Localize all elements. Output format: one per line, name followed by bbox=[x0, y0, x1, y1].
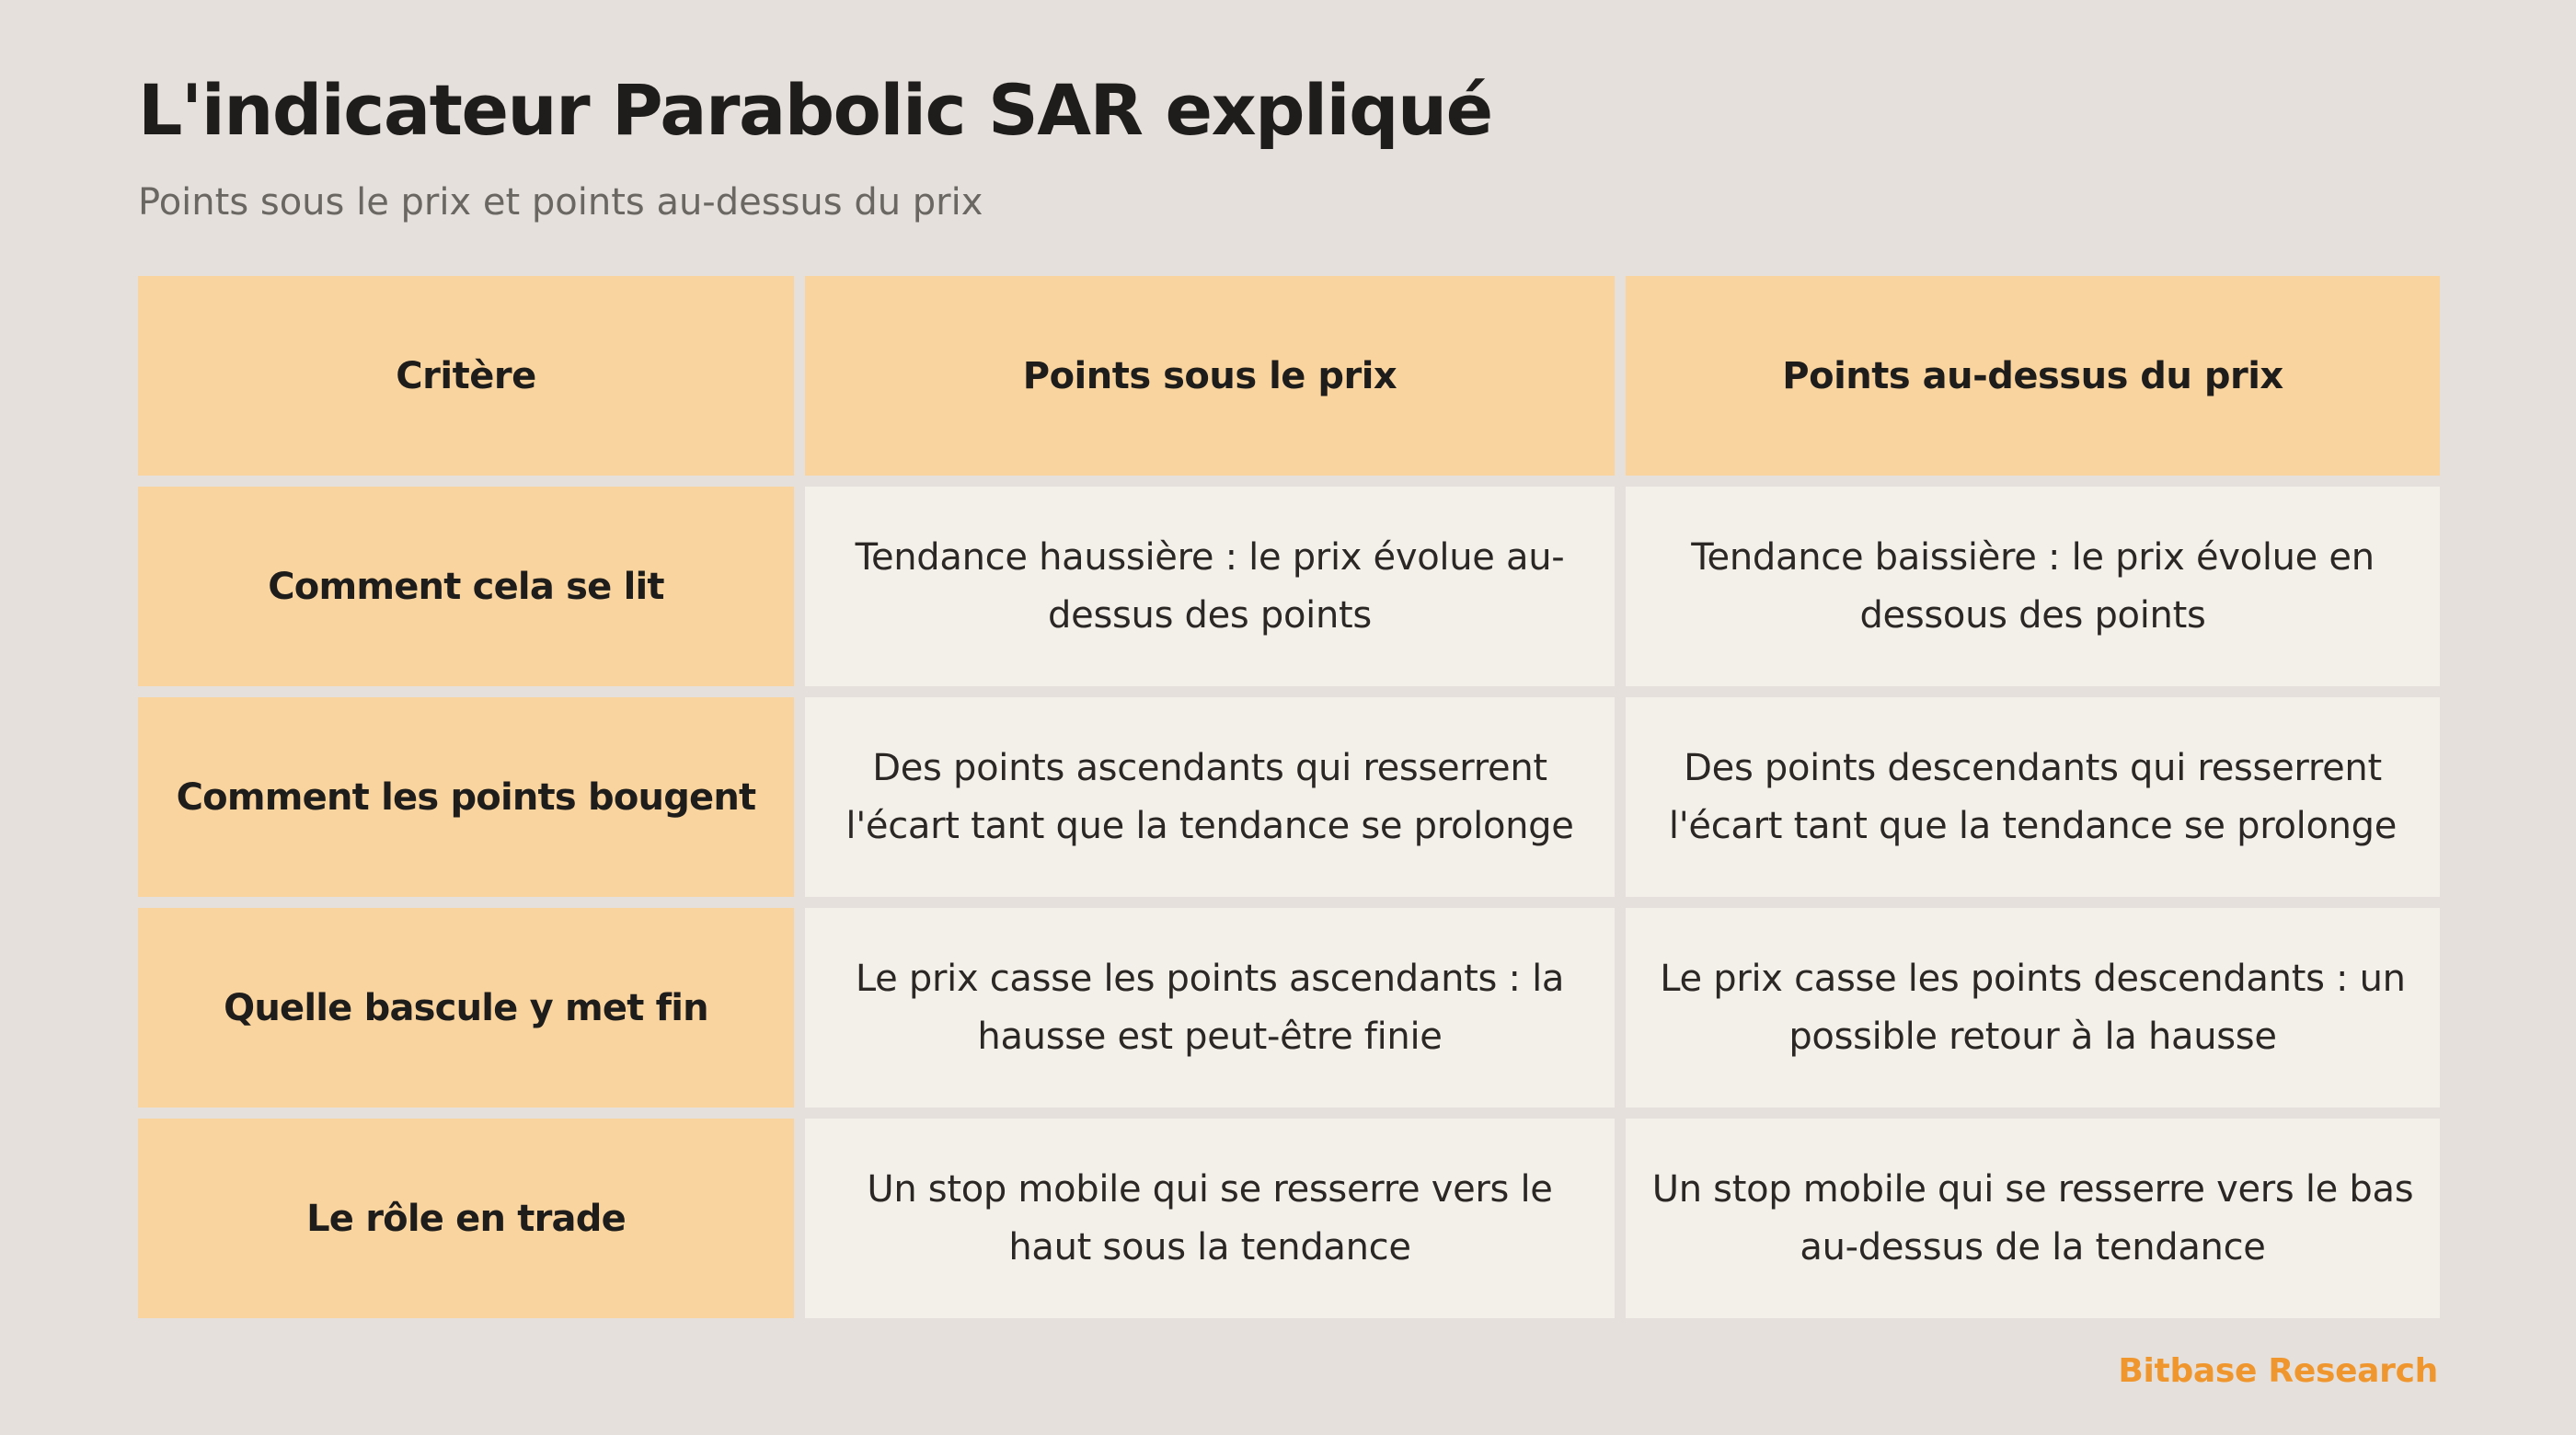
row-criterion: Comment les points bougent bbox=[138, 697, 794, 897]
comparison-table bbox=[138, 276, 2440, 1318]
row-below-cell: Le prix casse les points ascendants : la hausse est peut-être finie bbox=[805, 908, 1615, 1108]
table-header-below: Points sous le prix bbox=[805, 276, 1615, 476]
row-below-cell: Un stop mobile qui se resserre vers le haut sous la tendance bbox=[805, 1119, 1615, 1318]
row-below-cell: Tendance haussière : le prix évolue au-dessus des points bbox=[805, 487, 1615, 686]
row-above-cell: Le prix casse les points descendants : un possible retour à la hausse bbox=[1626, 908, 2440, 1108]
row-above-cell: Tendance baissière : le prix évolue en dessous des points bbox=[1626, 487, 2440, 686]
row-criterion: Le rôle en trade bbox=[138, 1119, 794, 1318]
page-subtitle: Points sous le prix et points au-dessus du prix bbox=[138, 181, 983, 224]
row-above-cell: Des points descendants qui resserrent l'écart tant que la tendance se prolonge bbox=[1626, 697, 2440, 897]
row-below-cell: Des points ascendants qui resserrent l'écart tant que la tendance se prolonge bbox=[805, 697, 1615, 897]
brand-label: Bitbase Research bbox=[2118, 1352, 2438, 1390]
row-above-cell: Un stop mobile qui se resserre vers le bas au-dessus de la tendance bbox=[1626, 1119, 2440, 1318]
row-criterion: Comment cela se lit bbox=[138, 487, 794, 686]
table-header-criterion: Critère bbox=[138, 276, 794, 476]
table-header-above: Points au-dessus du prix bbox=[1626, 276, 2440, 476]
row-criterion: Quelle bascule y met fin bbox=[138, 908, 794, 1108]
page-title: L'indicateur Parabolic SAR expliqué bbox=[138, 69, 1492, 151]
